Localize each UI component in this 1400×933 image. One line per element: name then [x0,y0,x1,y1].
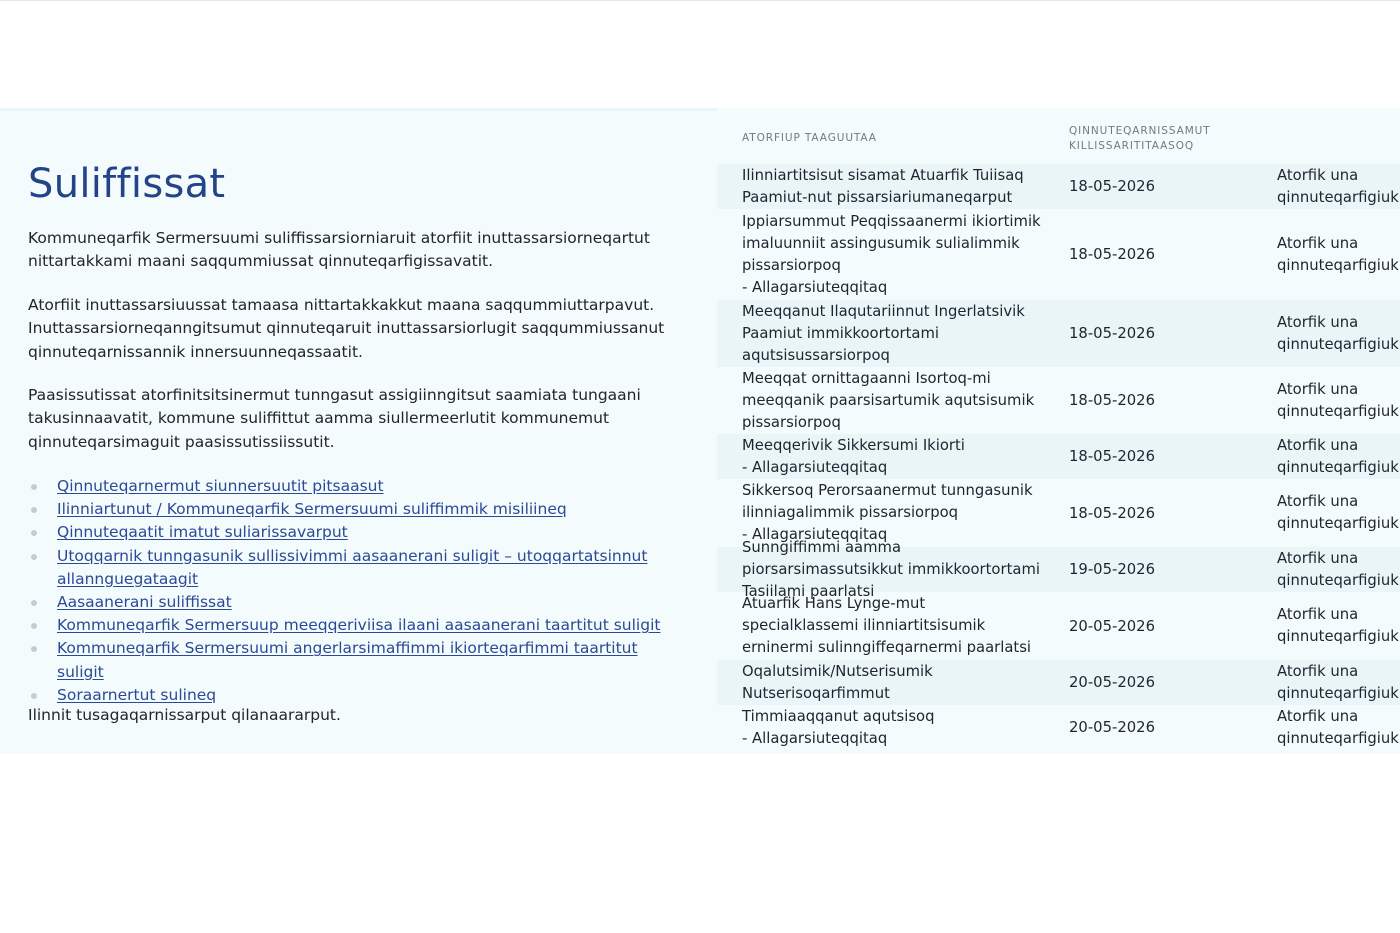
bullet-icon [31,530,37,536]
table-row [717,592,1400,660]
list-item [28,475,688,498]
table-row [717,538,1400,600]
list-item [28,637,688,683]
job-title-cell[interactable]: Meeqqat ornittagaanni Isortoq-mi meeqqanik paarsisartumik aqutsisumik pissarsiorpoq [742,369,1035,431]
deadline-cell: 18-05-2026 [1069,392,1155,409]
table-header [717,124,1400,164]
job-title-cell[interactable]: Atuarfik Hans Lynge-mut specialklassemi ilinniartitsisumik erninermi sulinngiffeqarnermi paarlatsi [742,595,1032,656]
job-title-cell[interactable]: Sikkersoq Perorsaanermut tunngasunik ilinniagalimmik pissarsiorpoq - Allagarsiuteqqitaq [742,482,1033,543]
footer-note: Ilinnit tusagaqarnissarput qilanaararput. [28,706,341,724]
column-header-title: ATORFIUP TAAGUUTAA [742,132,877,144]
bullet-icon [31,646,37,652]
apply-link[interactable]: Atorfik una qinnuteqarfigiuk [1277,707,1399,747]
table-row [717,367,1400,434]
job-title-cell[interactable]: Meeqqerivik Sikkersumi Ikiorti - Allagarsiuteqqitaq [742,436,965,476]
deadline-cell: 20-05-2026 [1069,674,1155,691]
jobs-table [717,108,1400,754]
apply-link[interactable]: Atorfik una qinnuteqarfigiuk [1277,313,1399,353]
job-title-cell[interactable]: Sunngiffimmi aamma piorsarsimassutsikkut immikkoortortami Tasiilami paarlatsi [742,538,1040,600]
list-item [28,545,688,591]
link-summer-jobs[interactable]: Aasaanerani suliffissat [57,593,232,612]
job-title-cell[interactable]: Ilinniartitsisut sisamat Atuarfik Tuiisaq Paamiut-nut pissarsiariumaneqarput [742,166,1024,206]
link-homecare-substitute[interactable]: Kommuneqarfik Sermersuumi angerlarsimaffimmi ikiorteqarfimmi taartitut suligit [57,639,638,681]
apply-link[interactable]: Atorfik una qinnuteqarfigiuk [1277,493,1399,532]
job-title-cell[interactable]: Timmiaaqqanut aqutsisoq - Allagarsiuteqqitaq [742,707,935,747]
table-row [717,300,1400,367]
apply-link[interactable]: Atorfik una qinnuteqarfigiuk [1277,234,1399,274]
bullet-icon [31,623,37,629]
column-header-deadline: QINNUTEQARNISSAMUT KILLISSARITITAASOQ [1069,125,1211,152]
table-row [717,434,1400,479]
deadline-cell: 18-05-2026 [1069,448,1155,465]
link-kindergarten-substitute[interactable]: Kommuneqarfik Sermersuup meeqqeriviisa ilaani aasaanerani taartitut suligit [57,616,661,635]
apply-link[interactable]: Atorfik una qinnuteqarfigiuk [1277,549,1399,589]
link-application-tips[interactable]: Qinnuteqarnermut siunnersuutit pitsaasut [57,477,384,495]
bullet-icon [31,600,37,606]
list-item [28,498,688,521]
deadline-cell: 18-05-2026 [1069,178,1155,195]
table-row [717,209,1400,300]
deadline-cell: 19-05-2026 [1069,561,1155,578]
intro-paragraph: Kommuneqarfik Sermersuumi suliffissarsiorniaruit atorfiit inuttassarsiorneqartut nittartakkami maani saqqummiussat qinnuteqarfigissavatit. [28,229,650,271]
deadline-cell: 18-05-2026 [1069,504,1155,522]
list-item [28,614,688,637]
table-row [717,164,1400,209]
content-panel [0,108,717,754]
job-title-cell[interactable]: Oqalutsimik/Nutserisumik Nutserisoqarfimmut [742,662,933,702]
link-elderly-summer-jobs[interactable]: Utoqqarnik tunngasunik sullissivimmi aasaanerani suligit – utoqqartatsinnut allannguegataagit [57,546,648,588]
info-paragraph: Atorfiit inuttassarsiuussat tamaasa nittartakkakkut maana saqqummiuttarpavut. Inuttassarsiorneqanngitsumut qinnuteqaruit inuttassarsiorlugit saqqummiussanut qinnuteqarnissannik innersuunneqassaatit. [28,296,665,361]
bullet-icon [31,693,37,699]
job-title-cell[interactable]: Meeqqanut Ilaqutariinnut Ingerlatsivik Paamiut immikkoortortami aqutsisussarsiorpoq [742,302,1025,364]
deadline-cell: 18-05-2026 [1069,325,1155,342]
deadline-cell: 20-05-2026 [1069,719,1155,736]
list-item [28,591,688,614]
job-title-cell[interactable]: Ippiarsummut Peqqissaanermi ikiortimik imaluunniit assingusumik sulialimmik pissarsiorpoq - Allagarsiuteqqitaq [742,212,1041,296]
links-list [28,475,688,707]
deadline-cell: 20-05-2026 [1069,617,1155,635]
page-title: Suliffissat [28,161,226,207]
link-retiree-work[interactable]: Soraarnertut sulineq [57,685,217,704]
bullet-icon [31,484,37,490]
apply-link[interactable]: Atorfik una qinnuteqarfigiuk [1277,166,1399,206]
link-students[interactable]: Ilinniartunut / Kommuneqarfik Sermersuumi suliffimmik misiliineq [57,500,567,519]
apply-link[interactable]: Atorfik una qinnuteqarfigiuk [1277,606,1399,645]
top-divider [0,0,1400,1]
bullet-icon [31,554,37,560]
bullet-icon [31,507,37,513]
table-body [717,164,1400,750]
apply-link[interactable]: Atorfik una qinnuteqarfigiuk [1277,436,1399,476]
apply-link[interactable]: Atorfik una qinnuteqarfigiuk [1277,662,1399,702]
link-application-process[interactable]: Qinnuteqaatit imatut suliarissavarput [57,523,348,542]
info-paragraph-2: Paasissutissat atorfinitsitsinermut tunngasut assigiinngitsut saamiata tungaani takusinnaavatit, kommune suliffittut aamma siullermeerlutit kommunemut qinnuteqarsimaguit paasissutissiissutit. [28,386,641,451]
table-row [717,705,1400,750]
table-row [717,660,1400,705]
apply-link[interactable]: Atorfik una qinnuteqarfigiuk [1277,380,1399,420]
list-item [28,521,688,544]
deadline-cell: 18-05-2026 [1069,246,1155,263]
